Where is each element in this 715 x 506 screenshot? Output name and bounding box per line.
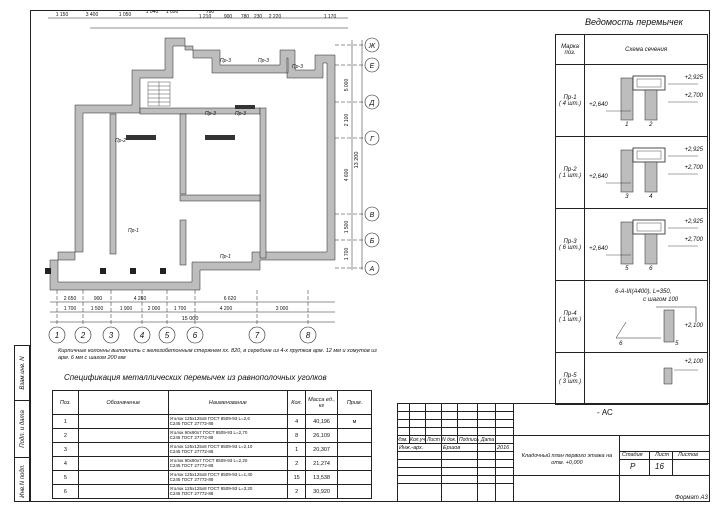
level-mark: +2,925 bbox=[684, 75, 703, 81]
lintel-mark: Пр-1 bbox=[563, 94, 577, 101]
spec-row: 1 Уголок 125х125х8 ГОСТ 8509-93 L=2,6 С245 ГОСТ 27772-88 4 40,196 м bbox=[53, 415, 372, 429]
lintel-mark: Пр-3 bbox=[563, 238, 577, 245]
lintel-mark: Пр-2 bbox=[563, 166, 577, 173]
lintel-section-4 bbox=[585, 281, 708, 353]
part-number: 4 bbox=[649, 194, 653, 200]
lintel-count: ( 3 шт.) bbox=[558, 378, 582, 385]
top-dim: 1 150 bbox=[55, 12, 69, 18]
col-label: Изм. bbox=[397, 437, 408, 443]
sheets-label: Листов bbox=[678, 452, 699, 458]
col-axis-label: 8 bbox=[305, 331, 311, 340]
row-axis-label: Ж bbox=[368, 43, 376, 50]
row-axis-label: Е bbox=[369, 63, 375, 70]
lintel-schedule-title: Ведомость перемычек bbox=[585, 17, 683, 27]
part-number: 3 bbox=[625, 194, 629, 200]
spec-row: 6 Уголок 125х125х8 ГОСТ 8509-93 L=3,20 С245 ГОСТ 27772-88 2 30,920 bbox=[53, 485, 372, 499]
lintel-count: ( 4 шт.) bbox=[558, 100, 582, 107]
spec-header: Поз. bbox=[53, 391, 79, 415]
right-dim: 4 600 bbox=[344, 168, 350, 182]
format-label: Формат А3 bbox=[675, 495, 708, 501]
level-mark: +2,640 bbox=[589, 246, 608, 252]
top-dim: 780 bbox=[205, 10, 215, 15]
row-axis-label: Д bbox=[369, 100, 375, 107]
level-mark: +2,640 bbox=[589, 174, 608, 180]
lintel-section-5 bbox=[585, 353, 708, 405]
lintel-tag: Пр-1 bbox=[220, 254, 231, 260]
col-label: Дата bbox=[481, 437, 495, 443]
bottom-dim: 900 bbox=[93, 296, 103, 302]
top-dim: 1 170 bbox=[323, 14, 337, 20]
col-axis-label: 5 bbox=[164, 331, 170, 340]
col-axis-label: 4 bbox=[139, 331, 145, 340]
spec-header: Масса ед., кг bbox=[306, 391, 338, 415]
lintel-tag: Пр-3 bbox=[258, 58, 269, 64]
top-dim: 900 bbox=[223, 14, 233, 20]
lintel-tag: Пр-3 bbox=[220, 58, 231, 64]
bottom-dim: 1 700 bbox=[63, 306, 77, 312]
lintel-count: ( 6 шт.) bbox=[558, 244, 582, 251]
part-number: 5 bbox=[625, 266, 629, 272]
bottom-dim: 4 200 bbox=[219, 306, 233, 312]
right-dim: 2 100 bbox=[344, 113, 350, 127]
lintel-section-2 bbox=[585, 137, 708, 209]
col-label: Лист bbox=[427, 437, 440, 443]
stage-value: Р bbox=[630, 462, 636, 471]
top-dim: 230 bbox=[253, 14, 263, 20]
stamp-sign-date: Подп. и дата bbox=[15, 401, 31, 458]
masonry-plan bbox=[30, 10, 380, 350]
row-axis-label: А bbox=[369, 266, 375, 273]
row-axis-label: В bbox=[369, 212, 375, 219]
level-mark: +2,700 bbox=[684, 237, 703, 243]
spec-row: 5 Уголок 125х125х8 ГОСТ 8509-93 L=1,40 С245 ГОСТ 27772-88 15 13,538 bbox=[53, 471, 372, 485]
part-number: 2 bbox=[649, 122, 653, 128]
spec-row: 2 Уголок 90х90х7 ГОСТ 8509-93 L=2,70 С245 ГОСТ 27772-88 8 26,109 bbox=[53, 429, 372, 443]
col-axis-label: 1 bbox=[54, 331, 60, 340]
top-dim: 1 210 bbox=[198, 14, 212, 20]
top-dim: 1 050 bbox=[118, 12, 132, 18]
right-dim: 1 500 bbox=[344, 220, 350, 234]
level-mark: +2,640 bbox=[589, 102, 608, 108]
part-number: 1 bbox=[625, 122, 629, 128]
level-mark: +2,925 bbox=[684, 219, 703, 225]
sheet-label: Лист bbox=[655, 452, 670, 458]
col-axis-label: 6 bbox=[192, 331, 198, 340]
bottom-dim: 1 500 bbox=[90, 306, 104, 312]
col-label: Кол.уч bbox=[410, 437, 425, 443]
overall-height: 13 200 bbox=[354, 151, 360, 169]
lintel-section-3 bbox=[585, 209, 708, 281]
top-dim: 780 bbox=[240, 14, 250, 20]
stamp-replace-inv: Взам.инв. N bbox=[15, 346, 31, 401]
part-number: 6 bbox=[619, 341, 623, 347]
level-mark: +2,100 bbox=[684, 359, 703, 365]
spec-header: Прим. bbox=[338, 391, 372, 415]
col-label: Подпись bbox=[459, 437, 479, 443]
bottom-dim: 2 650 bbox=[63, 296, 77, 302]
spec-table bbox=[52, 390, 372, 499]
level-mark: +2,700 bbox=[684, 165, 703, 171]
right-dim: 5 000 bbox=[344, 78, 350, 92]
bottom-dim: 2 000 bbox=[147, 306, 161, 312]
lintel-tag: Пр-3 bbox=[235, 111, 246, 117]
part-number: 6 bbox=[649, 266, 653, 272]
stamp-inv-orig: Инв.N подл. bbox=[20, 463, 26, 498]
level-mark: +2,700 bbox=[684, 93, 703, 99]
plan-note: Кирпичные колонны выполнить с железобетонным стержнем хх. 820, в середине из 4-х прутков арм. 12 мм и хомутов из арм. 6 мм с шагом 200 мм bbox=[58, 348, 377, 362]
lintel-row bbox=[556, 65, 708, 137]
margin-stamp bbox=[14, 345, 30, 502]
lintel-schedule-table bbox=[555, 34, 708, 405]
lintel-row bbox=[556, 209, 708, 281]
level-mark: +2,100 bbox=[684, 323, 703, 329]
level-mark: +2,925 bbox=[684, 147, 703, 153]
spec-title: Спецификация металлических перемычек из равнополочных уголков bbox=[64, 373, 327, 382]
overall-width: 15 000 bbox=[181, 316, 199, 322]
col-axis-label: 7 bbox=[254, 331, 260, 340]
lintel-count: ( 1 шт.) bbox=[558, 172, 582, 179]
top-dim: 1 050 bbox=[165, 10, 179, 15]
drawing-code: - АС bbox=[597, 408, 613, 417]
lintel-tag: Пр-3 bbox=[292, 64, 303, 70]
bottom-dim: 3 000 bbox=[275, 306, 289, 312]
lintel-row bbox=[556, 281, 708, 353]
rebar-note: 6-А-III(А400), L=350, bbox=[615, 289, 672, 295]
row-axis-label: Б bbox=[369, 238, 375, 245]
spec-header: Наименование bbox=[168, 391, 288, 415]
col-scheme-header: Схема сечения bbox=[585, 35, 708, 65]
bottom-dim: 1 700 bbox=[173, 306, 187, 312]
col-mark-header: Марка поз. bbox=[556, 35, 585, 65]
lintel-tag: Пр-1 bbox=[128, 228, 139, 234]
sheet-value: 16 bbox=[655, 462, 664, 471]
col-axis-label: 3 bbox=[108, 331, 114, 340]
lintel-section-1 bbox=[585, 65, 708, 137]
spec-row: 4 Уголок 90х90х7 ГОСТ 8509-93 L=2,20 С245 ГОСТ 27772-88 2 21,274 bbox=[53, 457, 372, 471]
stage-label: Стадия bbox=[622, 452, 643, 458]
lintel-mark: Пр-5 bbox=[563, 372, 577, 379]
year: 2016 bbox=[497, 445, 510, 451]
top-dim: 2 220 bbox=[268, 14, 282, 20]
spec-row: 3 Уголок 125х125х8 ГОСТ 8509-93 L=2,10 С245 ГОСТ 27772-88 1 20,307 bbox=[53, 443, 372, 457]
col-label: N док. bbox=[442, 437, 457, 443]
spec-header: Кол. bbox=[288, 391, 306, 415]
row-axis-label: Г bbox=[370, 136, 374, 143]
bottom-dim: 4 260 bbox=[133, 296, 147, 302]
bottom-dim: 6 620 bbox=[223, 296, 237, 302]
lintel-count: ( 1 шт.) bbox=[558, 316, 582, 323]
col-axis-label: 2 bbox=[80, 331, 86, 340]
right-dim: 1 700 bbox=[344, 247, 350, 261]
top-dim: 3 400 bbox=[85, 12, 99, 18]
author-name: Ершов bbox=[443, 445, 461, 451]
lintel-tag: Пр-2 bbox=[115, 138, 126, 144]
rebar-note: с шагом 100 bbox=[643, 297, 679, 303]
spec-header: Обозначение bbox=[78, 391, 168, 415]
bottom-dim: 1 900 bbox=[119, 306, 133, 312]
lintel-mark: Пр-4 bbox=[563, 310, 577, 317]
part-number: 5 bbox=[675, 341, 679, 347]
sheet-title: Кладочный план первого этажа на отм. +0,000 bbox=[521, 453, 613, 467]
lintel-row bbox=[556, 137, 708, 209]
title-block bbox=[397, 403, 710, 502]
lintel-row bbox=[556, 353, 708, 405]
role-label: Инж.-арх. bbox=[399, 445, 424, 451]
lintel-tag: Пр-3 bbox=[205, 111, 216, 117]
top-dim: 1 040 bbox=[145, 10, 159, 15]
